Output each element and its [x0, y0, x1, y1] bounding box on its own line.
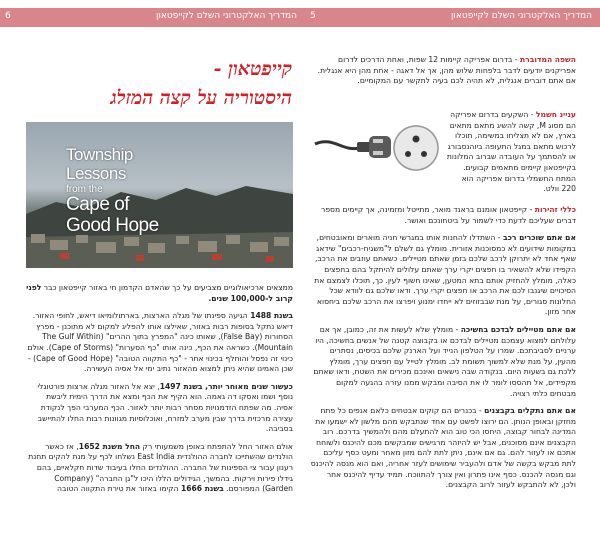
header-bar	[0, 8, 600, 27]
safety-heading: כללי זהירות	[534, 205, 576, 214]
power-plug-icon	[313, 108, 441, 188]
car-rental-paragraph: אם אתם שוכרים רכב - השתדלו להחנות אותו במגרשי חניה מוארים ומאובטחים, במקומות שידועים לא כמסוכנות אזורית. מומלץ גם לשלם ל"משגיח-רכבים" שידאג שאף אחד לא יתרוקן לרכב שלכם בזמן שאתם מטיילים. כשאתם עוזבים את הרכב, הקפידו שלא להשאיר בו חפצים יקרי ערך שאתם עלולים להיתקל בהם בחפצים כאלה, מומלץ להחזיק אותם בתא המטען, שאינו חשוף לעין. כך, תוכלו לצמצם את הסיכויים שיגנבו לכם את הרכב או חפצים יקרי ערך. ודאו שלכם גם לוודא שכל החלונות סגורים, על מנת שבבזוזים לא ייחדו ימנוע ויפרצו את הרכב שלכם ביחסוא אחר מזון.	[314, 233, 576, 317]
right-page-number: 5	[310, 11, 316, 21]
paragraph-da-gama: כעשור שנים מאוחר יותר, בשנת 1497, יצא אל האזור מגלה ארצות פורטוגלי נוסף ושמו ואסקו דה גאמה. הוא הקיף את הכף ומצא את הדרך הימית ליבשת אסיה. מה שפתח הזדמנויות מסחר רבות יותר לאזור. הכף המערבי הפך לנקודת עצירה מרכזית בדרך שבין מערב למזרח, ואוכלוסיות מגוונות רבות החלו להתיישב בסביבה.	[37, 381, 293, 434]
left-body-text	[26, 283, 293, 502]
left-page-number: 6	[5, 11, 11, 21]
photo-text-line3: from the	[66, 184, 103, 195]
left-running-title: המדריך האלקטרוני השלם לקייפטאון	[156, 11, 298, 21]
paragraph-prehistory: ממצאים ארכיאולוגיים מצביעים על כך שהאדם הקדמון חי באזור קייפטאון כבר לפני קרוב ל-100,000 שנים.	[26, 283, 293, 303]
beggars-paragraph: אם אתם נתקלים בקבצנים - בכנרים הם קוקים אבטחים כלאם אנפים כל פתח מחזקן ובאופן הנותן. הם ירוצו לפשט עם אחד שנתבקש מהם מלשון לא ישמעו את המדינה לבחור קבוצה, היחסו הכי טוב הוא להתעלם מהם ולהמשיך בדרכם. רוב הקבצנים אינם מסוכנים, אבל יש להיזהר מרגישים שמבקשים מכם להיכנס ולשוחח אתכם או לעזור להם. גם אם אינם, ניתן לתת להם מזון מאחר ומעט כסף עליכם לתת מבקש בקשה של אדם ולהעביר שימושים לעזר אחריה, ואם הוא מנסה להיכנס וגם מנסה להכנס. כסף אינו פתרון ואין צורך להתווכח. תמיד עדיף להיכנס אחר ולכן, לא להתבקש לעזור לרוב הקבצנים.	[310, 406, 576, 490]
photo-text-line4: Cape of	[66, 194, 130, 215]
electricity-heading: עניינ חשמל	[535, 110, 576, 119]
paragraph-dutch: אולם האזור החל להתפתח באופן משמעותי רק החל משנת 1652, אז כאשר הולנדים שהשתייכו לחברה ההולנדית East India נשלחו לכף על מנת להקים תחנת רענון עבור צי הספינות של החברה. ההולנדים החלו בעיבוד שדות חקלאיים, בהם גידלו פירות וירקות. בהמשך, הגידולים הללו היכו ל"גן החברה" (Company Garden) המפורסם. בשנת 1666 הקימו באזור את טירת התקווה הטובה	[28, 441, 293, 494]
safety-paragraph: כללי זהירות - קייפטאון אומנם בראנד מואר, מתייטל ומזמינה, אך קיימים מספר דברים שעליכם לדעת כדי לשמור על ביטחונכם ואושר.	[321, 205, 576, 225]
chapter-title-line2: היסטוריה על קצה המזלג	[110, 87, 292, 109]
language-heading: השפה המדוברת	[519, 55, 576, 64]
paragraph-dias: בשנת 1488 הגיעה ספינתו של מגלה הארצות, בארתולומיאו דיאש, לחופי האזור. דיאש נתקל בסופות רבות באזור, שאילצו אותו להפליג למקום לא מתוכנן - מפרץ הסחורות (False Bay), שאותו כינה "המפרץ בתוך ההרים" (The Gulf Within Mountain). כשראה את הכף, כינה אותו "כף הסערות" (Cape of Storms). אולם כינוי זה נפסל והוחלף בכינוי אחר - "כף התקווה הטובה" (Cape of Good Hope) - שכן האמינו שהיא ניתן למצוא מהאזור נתיב ימי אל אסיה העשירה.	[27, 311, 293, 374]
photo-text-line5: Good Hope	[66, 215, 159, 236]
electricity-paragraph: עניינ חשמל - השקעים בדרום אפריקה הם מסוג M, קשה להשיג מתאם מתאים בארץ, אם לא תצליחו במשימה, תוכלו לרכוש מתאם במגל התעופה ביוהנסבורג או להסתמך על העובדה שברוב המלונות בקייפטאון קיימים מתאמים קבועים. המתח החשמלי בדרום אפריקה הוא 220 וולט.	[446, 110, 576, 194]
right-body-text	[310, 205, 576, 498]
township-lessons-photo	[26, 122, 293, 268]
language-paragraph: השפה המדוברת - בדרום אפריקה קיימות 12 שפות, ואחת הדרכים לדרום אפריקנים יודעים לדבר בלפחות שלוש מהן, אך אל דאגה - אחת מהן היא אנגלית. אם אתם דוברים אנגלית, לא תהיה לכם בעיה לתקשר עם המקומיים.	[317, 55, 576, 86]
night-walking-paragraph: אם אתם מטיילים לבדכם בחשיכה - מומלץ שלא לעשות את זה, כמובן, אך אם עלולתם למצוא עצמכם מטיילים לבדכם או בקבוצה קטנה של אנשים בחשיכה, היו ערניים לסביבתכם. שמרו על הטלפון הנייד ועל הארנק שלכם בכיסים, נסתרים מהעין, על מנת שלא למשוך תשומת לב. מומלץ לטייל עם חפצים ערך, מומלץ ללכת גם בשעות היום. בנקודה שבה נישאים ואינכם מכירים את השטח, ודאו שאתם מקפידים, אל תהססו לומר לו את הסיבה ומבקש ממנו עזרה בהגעה למקום מבטחים כלתי רצויה.	[313, 324, 576, 398]
photo-text-line2: Lessons	[66, 164, 126, 183]
chapter-title-line1: קייפטאון -	[213, 58, 292, 80]
right-running-title: המדריך האלקטרוני השלם לקייפטאון	[450, 11, 592, 21]
photo-text-line1: Township	[66, 145, 133, 164]
